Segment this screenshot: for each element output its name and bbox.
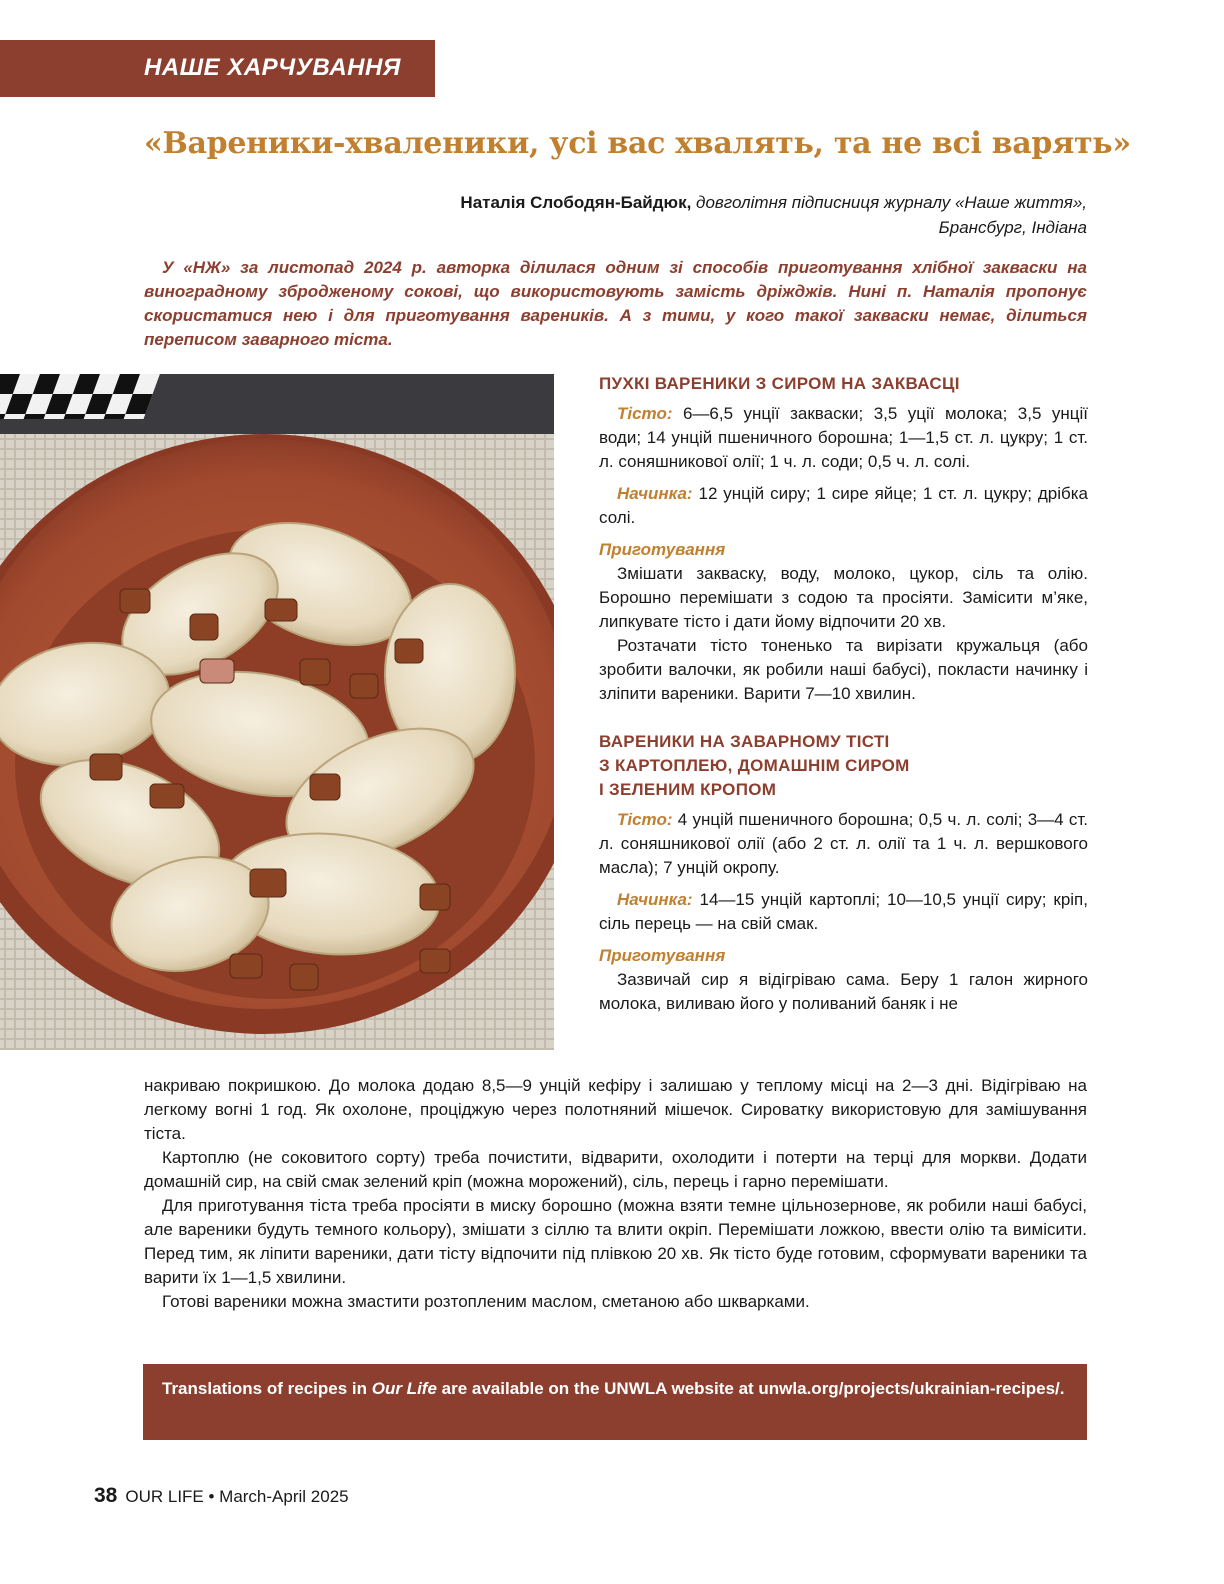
recipe1-filling xyxy=(599,482,1088,530)
recipe2-dough-text: 4 унцій пшеничного борошна; 0,5 ч. л. солі; 3—4 ст. л. соняшникової олії (або 2 ст. л. олії та 1 ч. л. вершкового масла); 7 унцій окропу. xyxy=(599,810,1088,877)
recipe1-method-label: Приготування xyxy=(599,540,726,559)
page-footer xyxy=(94,1484,349,1508)
author-description: довголітня підписниця журналу «Наше життя», xyxy=(696,193,1087,212)
recipe1-filling-label: Начинка: xyxy=(617,484,693,503)
article-title: «Вареники-хваленики, усі вас хвалять, та не всі варять» xyxy=(144,126,1131,161)
recipe2-title xyxy=(599,730,1088,802)
recipe2-title-line1: ВАРЕНИКИ НА ЗАВАРНОМУ ТІСТІ xyxy=(599,732,890,751)
section-label: НАШЕ ХАРЧУВАННЯ xyxy=(144,54,401,81)
recipe1-title: ПУХКІ ВАРЕНИКИ З СИРОМ НА ЗАКВАСЦІ xyxy=(599,374,960,393)
full-width-text xyxy=(144,1074,1087,1314)
right-column xyxy=(599,372,1088,1016)
section-banner xyxy=(0,40,435,97)
recipe1-dough-text: 6—6,5 унції закваски; 3,5 уції молока; 3,5 унції води; 14 унцій пшеничного борошна; 1—1,5 ст. л. цукру; 1 ст. л. соняшникової олії; 1 ч. л. соди; 0,5 ч. л. солі. xyxy=(599,404,1088,471)
recipe2-method-p3: Для приготування тіста треба просіяти в миску борошно (можна взяти темне цільнозернове, як робили наші бабусі, але вареники будуть темного кольору), змішати з сіллю та влити окріп. Перемішати ложкою, ввести олію та вимісити. Перед тим, як ліпити вареники, дати тісту відпочити під плівкою 20 хв. Як тісто буде готовим, сформувати вареники та варити їх 1—1,5 хвилини. xyxy=(144,1196,1087,1287)
recipe2-method-label: Приготування xyxy=(599,946,726,965)
recipe1-method-p1: Змішати закваску, воду, молоко, цукор, сіль та олію. Борошно перемішати з содою та просіяти. Замісити м’яке, липкувате тісто і дати йому відпочити 20 хв. xyxy=(599,564,1088,631)
note-text-after: are available on the UNWLA website at unwla.org/projects/ukrainian-recipes/. xyxy=(436,1379,1065,1398)
dumplings-photo xyxy=(0,374,554,1050)
recipe2-title-line2: З КАРТОПЛЕЮ, ДОМАШНІМ СИРОМ xyxy=(599,756,910,775)
translation-note-box xyxy=(143,1364,1087,1440)
recipe2-method-p2: Картоплю (не соковитого сорту) треба почистити, відварити, охолодити і потерти на терці для моркви. Додати домашній сир, на свій смак зелений кріп (можна морожений), сіль, перець і гарно перемішати. xyxy=(144,1148,1087,1191)
recipe2-method-p1-start: Зазвичай сир я відігріваю сама. Беру 1 галон жирного молока, виливаю його у поливаний баняк і не xyxy=(599,970,1088,1013)
recipe1-dough-label: Тісто: xyxy=(617,404,673,423)
recipe1-dough xyxy=(599,402,1088,474)
recipe2-method-p1-cont: накриваю покришкою. До молока додаю 8,5—9 унцій кефіру і залишаю у теплому місці на 2—3 дні. Відігріваю на легкому вогні 1 год. Як охолоне, проціджую через полотняний мішечок. Сироватку використовую для замішування тіста. xyxy=(144,1076,1087,1143)
recipe2-dough-label: Тісто: xyxy=(617,810,673,829)
recipe1-filling-text: 12 унцій сиру; 1 сире яйце; 1 ст. л. цукру; дрібка солі. xyxy=(599,484,1088,527)
page-number: 38 xyxy=(94,1484,118,1507)
magazine-issue: OUR LIFE • March-April 2025 xyxy=(125,1487,349,1506)
author-name: Наталія Слободян-Байдюк, xyxy=(460,193,692,212)
note-italic: Our Life xyxy=(371,1379,437,1398)
recipe2-method-p4: Готові вареники можна змастити розтопленим маслом, сметаною або шкварками. xyxy=(162,1292,810,1311)
author-location: Брансбург, Індіана xyxy=(938,218,1087,237)
article-intro: У «НЖ» за листопад 2024 р. авторка ділилася одним зі способів приготування хлібної закваски на виноградному збродженому сокові, що використовують замість дріжджів. Нині п. Наталія пропонує скористатися нею і для приготування вареників. А з тими, у кого такої закваски немає, ділиться переписом заварного тіста. xyxy=(144,258,1087,349)
byline xyxy=(287,190,1087,240)
recipe2-dough xyxy=(599,808,1088,880)
translation-note xyxy=(162,1376,1067,1402)
recipe2-filling-label: Начинка: xyxy=(617,890,693,909)
note-text-before: Translations of recipes in xyxy=(162,1379,372,1398)
recipe2-filling xyxy=(599,888,1088,936)
recipe2-title-line3: І ЗЕЛЕНИМ КРОПОМ xyxy=(599,780,777,799)
recipe2-filling-text: 14—15 унцій картоплі; 10—10,5 унції сиру; кріп, сіль перець — на свій смак. xyxy=(599,890,1088,933)
recipe1-method-p2: Розтачати тісто тоненько та вирізати кружальця (або зробити валочки, як робили наші бабусі), покласти начинку і зліпити вареники. Варити 7—10 хвилин. xyxy=(599,636,1088,703)
